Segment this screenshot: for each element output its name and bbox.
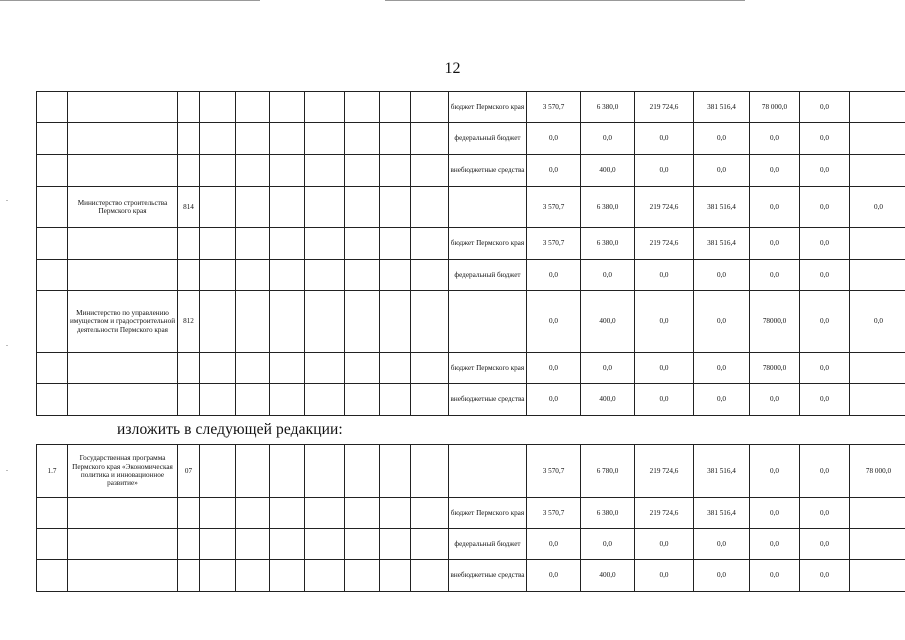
code-cell [411,560,449,592]
code-cell [380,384,411,416]
value-cell: 0,0 [694,353,750,384]
value-cell: 219 724,6 [635,187,694,228]
code-cell [411,291,449,353]
code-cell [270,353,305,384]
value-cell: 0,0 [527,529,581,560]
value-cell: 0,0 [694,384,750,416]
value-cell: 400,0 [581,291,635,353]
code-cell [236,187,270,228]
table-row [37,187,905,228]
budget-table-current [36,91,905,416]
code-cell [270,187,305,228]
value-cell: 0,0 [581,529,635,560]
name-cell: Министерство строительства Пермского края [68,187,178,228]
value-cell: 0,0 [635,260,694,291]
value-cell: 0,0 [850,291,905,353]
code-cell [380,529,411,560]
code-cell [270,123,305,155]
value-cell: 78 000,0 [850,445,905,498]
value-cell: 3 570,7 [527,228,581,260]
funding-source-cell [449,445,527,498]
value-cell: 0,0 [635,155,694,187]
funding-source-cell [449,187,527,228]
code-cell [200,155,236,187]
code-cell [200,384,236,416]
code-cell [200,498,236,529]
name-cell [68,560,178,592]
value-cell: 0,0 [527,353,581,384]
value-cell: 0,0 [750,187,800,228]
value-cell: 219 724,6 [635,228,694,260]
row-number-cell [37,123,68,155]
code-cell [270,445,305,498]
name-cell [68,155,178,187]
value-cell: 0,0 [800,291,850,353]
code-cell [380,560,411,592]
code-cell [200,92,236,123]
code-cell [200,187,236,228]
value-cell: 0,0 [800,353,850,384]
code-cell: 812 [178,291,200,353]
code-cell [236,260,270,291]
value-cell: 0,0 [750,498,800,529]
value-cell: 3 570,7 [527,445,581,498]
value-cell: 219 724,6 [635,445,694,498]
row-number-cell [37,291,68,353]
code-cell [270,498,305,529]
top-edge-line-left [0,0,260,1]
value-cell: 0,0 [635,291,694,353]
funding-source-cell: бюджет Пермского края [449,228,527,260]
funding-source-cell [449,291,527,353]
code-cell [305,155,345,187]
code-cell [411,445,449,498]
table-row [37,353,905,384]
code-cell [236,353,270,384]
funding-source-cell: бюджет Пермского края [449,92,527,123]
code-cell [178,155,200,187]
code-cell [345,92,380,123]
value-cell: 78000,0 [750,353,800,384]
name-cell [68,384,178,416]
code-cell [411,123,449,155]
value-cell [850,228,905,260]
value-cell: 0,0 [800,498,850,529]
name-cell: Министерство по управлению имуществом и градостроительной деятельности Пермского края [68,291,178,353]
code-cell [236,529,270,560]
code-cell [270,529,305,560]
value-cell [850,353,905,384]
value-cell: 381 516,4 [694,92,750,123]
value-cell: 0,0 [750,155,800,187]
value-cell: 0,0 [800,228,850,260]
value-cell: 6 380,0 [581,92,635,123]
value-cell: 0,0 [800,123,850,155]
code-cell [236,445,270,498]
value-cell: 0,0 [527,123,581,155]
value-cell: 0,0 [527,260,581,291]
code-cell [178,92,200,123]
value-cell: 0,0 [750,529,800,560]
page-number: 12 [444,60,461,77]
code-cell [411,260,449,291]
name-cell [68,529,178,560]
code-cell [200,560,236,592]
funding-source-cell: федеральный бюджет [449,260,527,291]
value-cell: 0,0 [581,260,635,291]
code-cell [380,260,411,291]
value-cell: 0,0 [581,353,635,384]
code-cell [200,228,236,260]
value-cell: 0,0 [750,560,800,592]
margin-mark [6,345,8,346]
code-cell [236,92,270,123]
code-cell [178,123,200,155]
code-cell [345,445,380,498]
code-cell [200,123,236,155]
value-cell: 0,0 [800,560,850,592]
value-cell: 6 380,0 [581,228,635,260]
code-cell [345,353,380,384]
value-cell: 381 516,4 [694,187,750,228]
row-number-cell [37,529,68,560]
value-cell: 0,0 [694,155,750,187]
value-cell: 0,0 [527,384,581,416]
table-row [37,445,905,498]
value-cell: 0,0 [800,187,850,228]
table-row [37,155,905,187]
value-cell: 219 724,6 [635,498,694,529]
code-cell [270,228,305,260]
funding-source-cell: внебюджетные средства [449,384,527,416]
value-cell: 381 516,4 [694,498,750,529]
code-cell [345,560,380,592]
value-cell: 0,0 [750,445,800,498]
code-cell [178,529,200,560]
table-row [37,498,905,529]
value-cell: 381 516,4 [694,445,750,498]
code-cell [411,92,449,123]
margin-mark [6,200,8,201]
code-cell [380,353,411,384]
code-cell [236,498,270,529]
code-cell [200,529,236,560]
value-cell: 0,0 [635,384,694,416]
value-cell: 0,0 [800,384,850,416]
value-cell: 78000,0 [750,291,800,353]
funding-source-cell: внебюджетные средства [449,155,527,187]
value-cell: 0,0 [635,353,694,384]
row-number-cell [37,92,68,123]
row-number-cell [37,560,68,592]
value-cell: 3 570,7 [527,92,581,123]
code-cell [380,155,411,187]
code-cell [345,155,380,187]
code-cell [305,445,345,498]
funding-source-cell: внебюджетные средства [449,560,527,592]
value-cell: 0,0 [635,560,694,592]
row-number-cell [37,260,68,291]
code-cell [178,498,200,529]
code-cell [380,445,411,498]
code-cell [345,123,380,155]
code-cell [411,384,449,416]
code-cell [236,560,270,592]
table-row [37,92,905,123]
value-cell [850,384,905,416]
code-cell [270,384,305,416]
funding-source-cell: бюджет Пермского края [449,498,527,529]
value-cell: 400,0 [581,560,635,592]
value-cell: 6 380,0 [581,498,635,529]
code-cell [236,155,270,187]
value-cell: 0,0 [800,260,850,291]
value-cell: 0,0 [635,123,694,155]
value-cell: 219 724,6 [635,92,694,123]
table-row [37,529,905,560]
name-cell [68,228,178,260]
code-cell: 814 [178,187,200,228]
revision-caption: изложить в следующей редакции: [117,421,343,438]
row-number-cell [37,187,68,228]
value-cell: 400,0 [581,155,635,187]
code-cell: 07 [178,445,200,498]
name-cell [68,123,178,155]
code-cell [200,353,236,384]
table-row [37,384,905,416]
code-cell [270,92,305,123]
code-cell [380,123,411,155]
code-cell [178,228,200,260]
value-cell: 0,0 [750,123,800,155]
value-cell [850,123,905,155]
code-cell [380,92,411,123]
value-cell: 0,0 [800,529,850,560]
code-cell [305,560,345,592]
value-cell: 6 380,0 [581,187,635,228]
code-cell [345,260,380,291]
code-cell [305,260,345,291]
code-cell [305,529,345,560]
value-cell: 0,0 [850,187,905,228]
row-number-cell [37,353,68,384]
code-cell [305,228,345,260]
value-cell: 0,0 [694,123,750,155]
code-cell [270,155,305,187]
table-row [37,560,905,592]
value-cell [850,260,905,291]
table-row [37,291,905,353]
table-row [37,228,905,260]
code-cell [200,291,236,353]
table-row [37,123,905,155]
code-cell [411,529,449,560]
code-cell [178,260,200,291]
value-cell [850,92,905,123]
value-cell: 0,0 [694,560,750,592]
code-cell [236,228,270,260]
code-cell [305,123,345,155]
value-cell: 0,0 [527,155,581,187]
code-cell [305,498,345,529]
code-cell [236,384,270,416]
code-cell [270,291,305,353]
value-cell: 0,0 [800,445,850,498]
code-cell [411,155,449,187]
funding-source-cell: федеральный бюджет [449,123,527,155]
top-edge-line-right [385,0,745,1]
funding-source-cell: федеральный бюджет [449,529,527,560]
code-cell [345,187,380,228]
name-cell: Государственная программа Пермского края «Экономическая политика и инновационное развитие» [68,445,178,498]
value-cell: 6 780,0 [581,445,635,498]
value-cell [850,155,905,187]
row-number-cell [37,498,68,529]
code-cell [178,560,200,592]
value-cell: 78 000,0 [750,92,800,123]
budget-table-revised [36,444,905,592]
code-cell [236,123,270,155]
value-cell: 0,0 [635,529,694,560]
code-cell [411,353,449,384]
code-cell [236,291,270,353]
value-cell [850,498,905,529]
code-cell [380,228,411,260]
code-cell [305,353,345,384]
value-cell: 0,0 [527,291,581,353]
code-cell [380,498,411,529]
value-cell: 0,0 [750,260,800,291]
name-cell [68,353,178,384]
code-cell [345,291,380,353]
name-cell [68,260,178,291]
value-cell: 0,0 [527,560,581,592]
code-cell [305,187,345,228]
code-cell [270,560,305,592]
value-cell: 0,0 [800,155,850,187]
code-cell [345,228,380,260]
value-cell: 0,0 [694,529,750,560]
row-number-cell: 1.7 [37,445,68,498]
value-cell: 0,0 [694,291,750,353]
code-cell [270,260,305,291]
value-cell: 381 516,4 [694,228,750,260]
code-cell [200,260,236,291]
row-number-cell [37,384,68,416]
code-cell [305,92,345,123]
code-cell [380,291,411,353]
value-cell: 0,0 [800,92,850,123]
code-cell [305,384,345,416]
code-cell [345,529,380,560]
code-cell [345,498,380,529]
code-cell [178,384,200,416]
margin-mark [6,470,8,471]
value-cell: 0,0 [581,123,635,155]
row-number-cell [37,155,68,187]
row-number-cell [37,228,68,260]
value-cell: 3 570,7 [527,498,581,529]
value-cell [850,529,905,560]
table-row [37,260,905,291]
code-cell [380,187,411,228]
code-cell [178,353,200,384]
code-cell [411,187,449,228]
value-cell: 400,0 [581,384,635,416]
value-cell: 3 570,7 [527,187,581,228]
value-cell [850,560,905,592]
value-cell: 0,0 [750,384,800,416]
code-cell [305,291,345,353]
code-cell [200,445,236,498]
code-cell [411,228,449,260]
value-cell: 0,0 [750,228,800,260]
code-cell [345,384,380,416]
value-cell: 0,0 [694,260,750,291]
funding-source-cell: бюджет Пермского края [449,353,527,384]
code-cell [411,498,449,529]
name-cell [68,92,178,123]
name-cell [68,498,178,529]
